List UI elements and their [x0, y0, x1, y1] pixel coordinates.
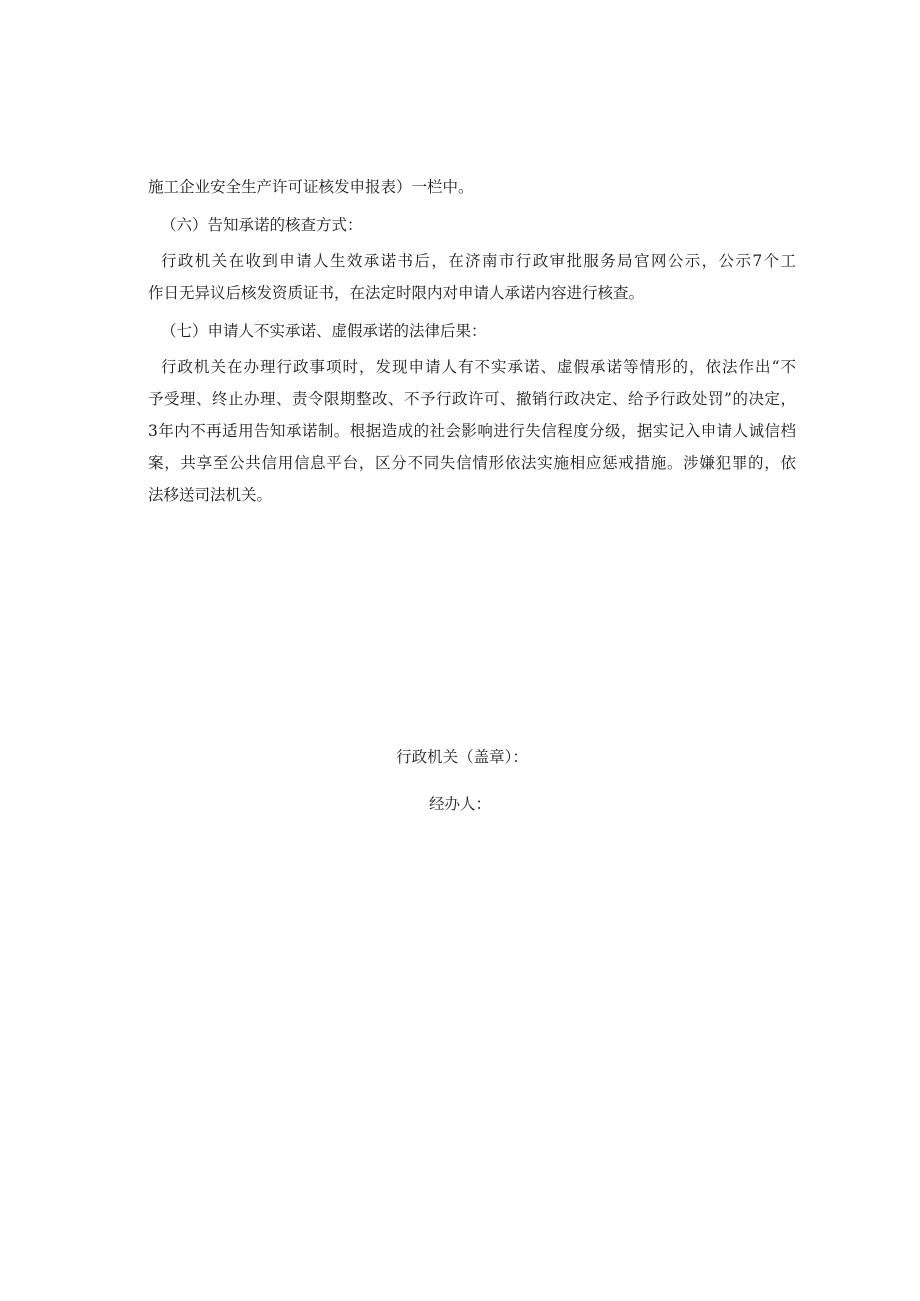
- continuation-text: 施工企业安全生产许可证核发申报表）一栏中。: [148, 178, 474, 196]
- section-7-heading: [148, 315, 796, 347]
- section-6-paragraph: [148, 245, 796, 309]
- section-7-line-2: 予受理、终止办理、责令限期整改、不予行政许可、撤销行政决定、给予行政处罚”的决定，: [148, 390, 796, 408]
- section-7-paragraph: [148, 351, 796, 511]
- section-6-heading-text: （六）告知承诺的核查方式：: [161, 216, 363, 234]
- section-7-line-4: 案，共享至公共信用信息平台，区分不同失信情形依法实施相应惩戒措施。涉嫌犯罪的，依: [148, 454, 796, 472]
- section-7-line-3: 3年内不再适用告知承诺制。根据造成的社会影响进行失信程度分级，据实记入申请人诚信档: [148, 422, 796, 440]
- section-6-line-2: 作日无异议后核发资质证书，在法定时限内对申请人承诺内容进行核查。: [148, 284, 645, 302]
- section-7-heading-text: （七）申请人不实承诺、虚假承诺的法律后果：: [161, 322, 487, 340]
- document-body: [148, 171, 796, 511]
- authority-seal-label: 行政机关（盖章）：: [396, 748, 528, 766]
- signature-handler: [0, 792, 920, 816]
- continuation-line: [148, 171, 796, 203]
- section-7-line-1: 行政机关在办理行政事项时，发现申请人有不实承诺、虚假承诺等情形的，依法作出“不: [161, 358, 796, 376]
- section-6-heading: [148, 209, 796, 241]
- section-7-line-5: 法移送司法机关。: [148, 486, 273, 504]
- section-6-line-1: 行政机关在收到申请人生效承诺书后，在济南市行政审批服务局官网公示，公示7个工: [161, 252, 796, 270]
- signature-authority: [0, 745, 920, 769]
- handler-label: 经办人：: [428, 795, 491, 813]
